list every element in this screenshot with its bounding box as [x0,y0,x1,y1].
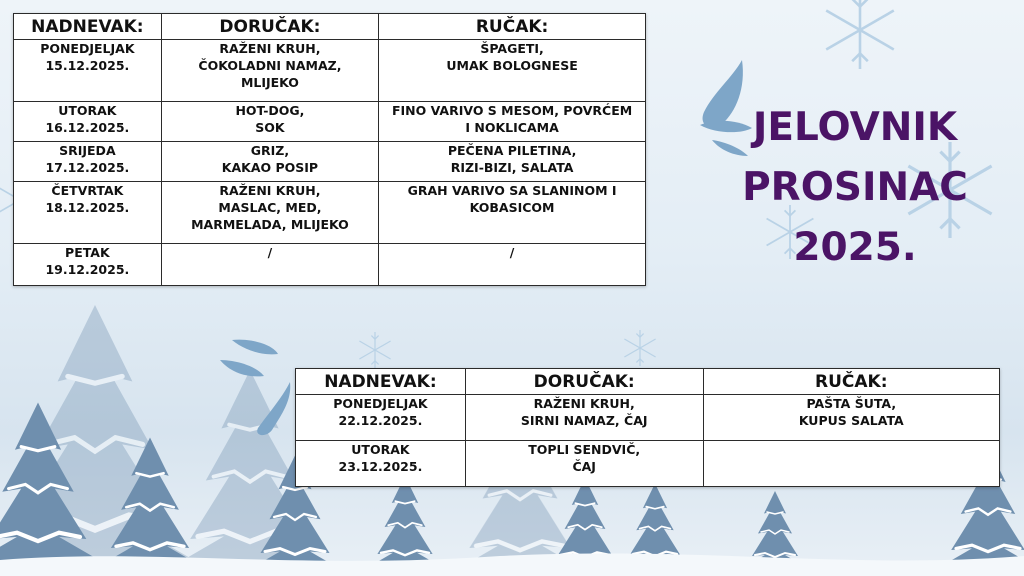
cell-date [296,395,466,441]
cell-date [296,441,466,487]
title-line: JELOVNIK [752,105,958,150]
cell-date [14,102,162,142]
cell-text: KAKAO POSIP [221,160,319,175]
cell-breakfast [161,102,378,142]
table-row [296,441,1000,487]
cell-lunch [379,102,646,142]
cell-breakfast [161,40,378,102]
cell-text: UMAK BOLOGNESE [446,58,578,73]
cell-text: 19.12.2025. [45,262,130,277]
title-line: 2025. [793,225,917,270]
cell-lunch [379,40,646,102]
table-row [14,182,646,244]
cell-lunch [379,142,646,182]
cell-text: PETAK [65,245,110,260]
table-header-row [296,369,1000,395]
cell-text: ČOKOLADNI NAMAZ, [198,58,342,73]
table-row [296,395,1000,441]
cell-date [14,142,162,182]
cell-text: 15.12.2025. [45,58,130,73]
cell-text: 16.12.2025. [45,120,130,135]
cell-date [14,182,162,244]
cell-text: / [267,245,273,260]
cell-date [14,244,162,286]
table-row [14,244,646,286]
cell-text: RAŽENI KRUH, [219,41,321,56]
cell-date [14,40,162,102]
cell-text: I NOKLICAMA [465,120,559,135]
table-header-row [14,14,646,40]
cell-text: FINO VARIVO S MESOM, POVRĆEM [391,103,633,118]
cell-text: SIRNI NAMAZ, ČAJ [520,413,648,428]
page-title [735,98,975,278]
cell-lunch [703,395,999,441]
cell-text: KOBASICOM [469,200,555,215]
cell-lunch [379,182,646,244]
cell-text: ČETVRTAK [51,183,124,198]
cell-text: GRIZ, [250,143,290,158]
table-row [14,40,646,102]
menu-table-week2 [295,368,1000,487]
table-row [14,142,646,182]
cell-text: RAŽENI KRUH, [533,396,635,411]
cell-text: SRIJEDA [59,143,116,158]
cell-text: MARMELADA, MLIJEKO [191,217,349,232]
cell-text: 17.12.2025. [45,160,130,175]
cell-text: HOT-DOG, [235,103,305,118]
cell-text: / [509,245,515,260]
cell-breakfast [161,182,378,244]
cell-lunch [379,244,646,286]
cell-text: TOPLI SENDVIČ, [528,442,641,457]
cell-text: GRAH VARIVO SA SLANINOM I [407,183,617,198]
cell-text: MASLAC, MED, [218,200,322,215]
cell-breakfast [161,142,378,182]
cell-breakfast [161,244,378,286]
cell-text: PONEDJELJAK [333,396,428,411]
cell-text: RIZI-BIZI, SALATA [450,160,574,175]
menu-table-week1 [13,13,646,286]
header-date: NADNEVAK: [296,369,466,395]
cell-text: 22.12.2025. [338,413,423,428]
header-lunch: RUČAK: [703,369,999,395]
cell-lunch [703,441,999,487]
cell-text: ŠPAGETI, [480,41,544,56]
cell-text: PEČENA PILETINA, [447,143,577,158]
cell-text: UTORAK [58,103,117,118]
table-row [14,102,646,142]
cell-breakfast [465,441,703,487]
cell-text: SOK [255,120,285,135]
cell-text: PONEDJELJAK [40,41,135,56]
header-breakfast: DORUČAK: [161,14,378,40]
cell-text: MLIJEKO [240,75,299,90]
cell-text: PAŠTA ŠUTA, [806,396,897,411]
header-date: NADNEVAK: [14,14,162,40]
cell-text: UTORAK [351,442,410,457]
cell-text: 18.12.2025. [45,200,130,215]
cell-text: KUPUS SALATA [798,413,904,428]
header-breakfast: DORUČAK: [465,369,703,395]
cell-breakfast [465,395,703,441]
cell-text: 23.12.2025. [338,459,423,474]
header-lunch: RUČAK: [379,14,646,40]
cell-text: ČAJ [572,459,596,474]
cell-text: RAŽENI KRUH, [219,183,321,198]
title-line: PROSINAC [742,165,968,210]
